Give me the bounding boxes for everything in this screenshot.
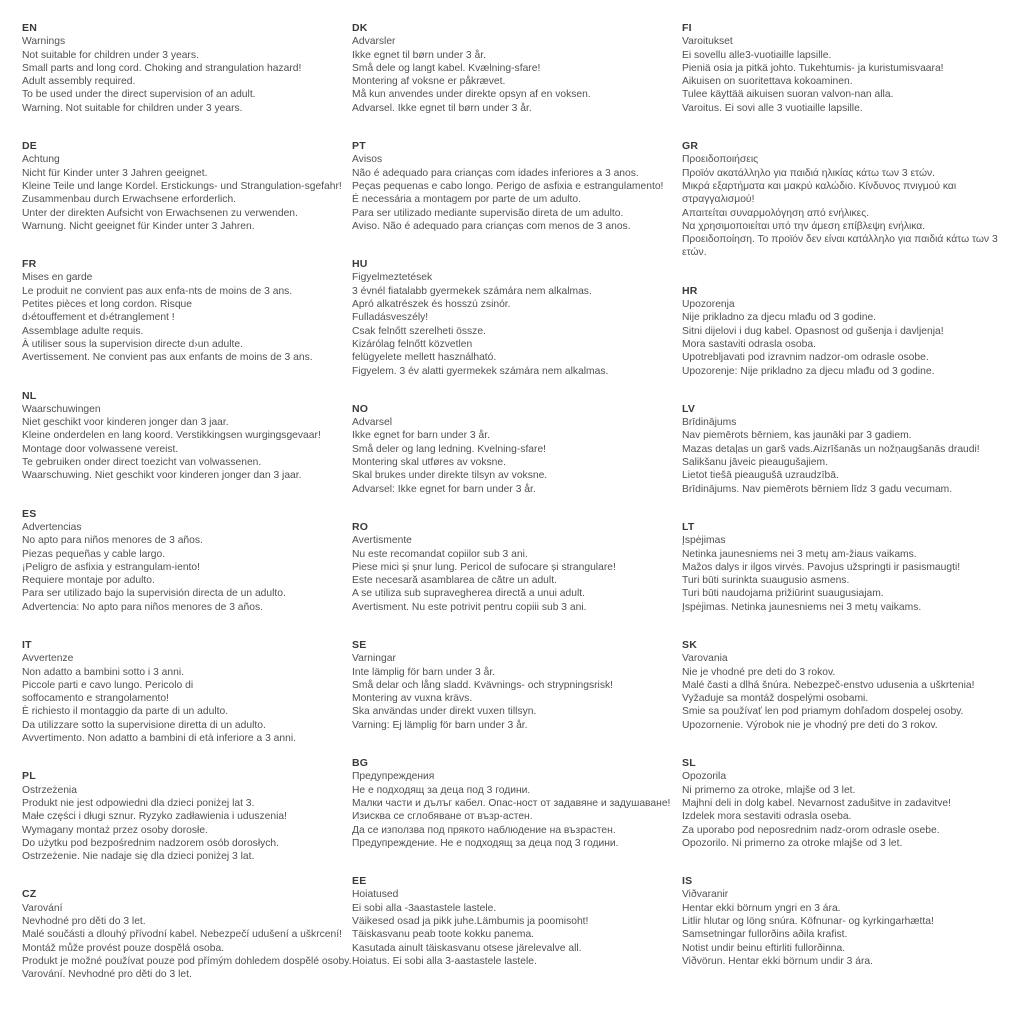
warning-line: Not suitable for children under 3 years. [22, 49, 199, 61]
warning-line: Avvertenze [22, 653, 74, 665]
warning-line: Ni primerno za otroke, mlajše od 3 let. [682, 784, 856, 796]
warning-line: Montage door volwassene vereist. [22, 443, 179, 455]
warning-line: Requiere montaje por adulto. [22, 575, 155, 587]
warning-line: Προϊόν ακατάλληλο για παιδιά ηλικίας κάτω των 3 ετών. [682, 167, 936, 179]
warning-line: Ska användas under direkt vuxen tillsyn. [352, 706, 537, 718]
warning-line: A se utiliza sub supravegherea directă a unui adult. [352, 588, 585, 600]
warning-line: Smie sa používať len pod priamym dohľadom dospelej osoby. [682, 706, 964, 718]
language-code-is: IS [682, 875, 693, 888]
warning-block-hu [352, 258, 682, 378]
warning-block-lv [682, 403, 1018, 496]
warning-line: Ei sovellu alle3-vuotiaille lapsille. [682, 49, 832, 61]
warning-line: Brīdinājums. Nav piemērots bērniem līdz 3 gadu vecumam. [682, 483, 953, 495]
warning-line: Peças pequenas e cabo longo. Perigo de asfixia e estrangulamento! [352, 180, 664, 192]
warning-block-pt [352, 140, 682, 233]
warning-line: Hoiatused [352, 889, 399, 901]
warning-block-es [22, 508, 352, 614]
warning-line: Warning. Not suitable for children under 3 years. [22, 102, 243, 114]
warning-line: Vyžaduje sa montáž dospelými osobami. [682, 693, 869, 705]
warning-line: Petites pièces et long cordon. Risque [22, 299, 192, 311]
warning-line: Kleine Teile und lange Kordel. Erstickungs- und Strangulation-sgefahr! [22, 180, 342, 192]
warning-line: È richiesto il montaggio da parte di un adulto. [22, 706, 229, 718]
column-1 [22, 22, 352, 1007]
warning-line: Mora sastaviti odrasla osoba. [682, 338, 816, 350]
warning-block-fr [22, 258, 352, 364]
language-code-se: SE [352, 638, 367, 651]
warning-block-dk [352, 22, 682, 115]
warning-line: Brīdinājums [682, 417, 737, 429]
warning-line: ¡Peligro de asfixia y estrangulam-iento! [22, 561, 200, 573]
warning-line: Varoitus. Ei sovi alle 3 vuotiaille lapsille. [682, 102, 863, 114]
language-code-lt: LT [682, 520, 695, 533]
warning-block-ee [352, 875, 682, 968]
warning-line: Upozorenja [682, 299, 735, 311]
language-code-sl: SL [682, 757, 696, 770]
warning-line: Skal brukes under direkte tilsyn av voksne. [352, 470, 548, 482]
warning-line: Samsetningar fullorðins aðila krafist. [682, 929, 848, 941]
warning-line: Zusammenbau durch Erwachsene erforderlich. [22, 194, 237, 206]
warning-line: Mises en garde [22, 272, 93, 284]
warning-line: Advarsel: Ikke egnet for barn under 3 år. [352, 483, 536, 495]
warning-line: Nie je vhodné pre deti do 3 rokov. [682, 666, 836, 678]
warning-line: Turi būti surinkta suaugusio asmens. [682, 575, 850, 587]
warning-line: Le produit ne convient pas aux enfa-nts de moins de 3 ans. [22, 285, 293, 297]
warning-line: Kleine onderdelen en lang koord. Verstikkingsen wurgingsgevaar! [22, 430, 321, 442]
warning-line: Не е подходящ за деца под 3 години. [352, 784, 531, 796]
warning-line: Advertencias [22, 521, 82, 533]
warning-line: Įspėjimas [682, 535, 726, 547]
language-code-no: NO [352, 402, 369, 415]
language-code-fi: FI [682, 22, 692, 34]
warning-line: Opozorilo. Ni primerno za otroke mlajše od 3 let. [682, 837, 903, 849]
warning-line: Não é adequado para crianças com idades inferiores a 3 anos. [352, 167, 639, 179]
warning-line: Nicht für Kinder unter 3 Jahren geeignet. [22, 167, 208, 179]
language-code-sk: SK [682, 638, 697, 651]
warning-line: Advertencia: No apto para niños menores de 3 años. [22, 601, 263, 613]
warning-line: Ostrzeżenia [22, 784, 77, 796]
warning-line: Małe części i długi sznur. Ryzyko zadławienia i uduszenia! [22, 811, 287, 823]
warning-line: Ikke egnet til børn under 3 år. [352, 49, 486, 61]
warning-line: Små deler og lang ledning. Kvelning-sfare! [352, 443, 547, 455]
warning-line: Da utilizzare sotto la supervisione diretta di un adulto. [22, 719, 266, 731]
warning-line: Hentar ekki börnum yngri en 3 ára. [682, 902, 841, 914]
warning-block-no [352, 403, 682, 496]
warning-line: Turi būti naudojama prižiūrint suaugusiajam. [682, 588, 884, 600]
warning-line: Nije prikladno za djecu mlađu od 3 godine. [682, 312, 877, 324]
warning-line: To be used under the direct supervision of an adult. [22, 89, 256, 101]
warning-line: Viðvaranir [682, 889, 729, 901]
warning-line: Advarsel [352, 417, 393, 429]
warning-line: ετών. [682, 247, 707, 259]
warning-line: Avertisment. Nu este potrivit pentru copiii sub 3 ani. [352, 601, 587, 613]
warning-line: Μικρά εξαρτήματα και μακρύ καλώδιο. Κίνδυνος πνιγμού και [682, 180, 957, 192]
warning-block-hr [682, 285, 1018, 378]
warning-line: Avisos [352, 154, 383, 166]
warning-line: Täiskasvanu peab toote kokku panema. [352, 929, 535, 941]
warning-line: d›étouffement et d›étranglement ! [22, 312, 175, 324]
warning-line: Figyelmeztetések [352, 272, 433, 284]
warning-line: Προειδοποιήσεις [682, 154, 759, 166]
warning-line: Изисква се сглобяване от възр-астен. [352, 811, 533, 823]
warning-line: Avertismente [352, 535, 412, 547]
warning-line: Да се използва под прякото наблюдение на възрастен. [352, 824, 616, 836]
warning-line: Aikuisen on suoritettava kokoaminen. [682, 76, 853, 88]
language-code-ro: RO [352, 520, 369, 533]
warning-line: Montering af voksne er påkrævet. [352, 76, 506, 88]
warning-line: Para ser utilizado bajo la supervisión directa de un adulto. [22, 588, 286, 600]
warning-line: Pieniä osia ja pitkä johto. Tukehtumis- ja kuristumisvaara! [682, 62, 944, 74]
warning-line: Do użytku pod bezpośrednim nadzorem osób dorosłych. [22, 837, 279, 849]
warning-line: Para ser utilizado mediante supervisão direta de um adulto. [352, 207, 624, 219]
warning-line: Assemblage adulte requis. [22, 325, 144, 337]
warning-line: Nav piemērots bērniem, kas jaunāki par 3 gadiem. [682, 430, 912, 442]
language-code-gr: GR [682, 140, 699, 153]
warning-line: Малки части и дълъг кабел. Опас-ност от задавяне и задушаване! [352, 797, 671, 809]
warning-line: Avertissement. Ne convient pas aux enfants de moins de 3 ans. [22, 352, 313, 364]
warning-line: Small parts and long cord. Choking and strangulation hazard! [22, 62, 302, 74]
warning-line: Mažos dalys ir ilgos virvės. Pavojus užspringti ir pasismaugti! [682, 561, 961, 573]
warning-line: Ostrzeżenie. Nie nadaje się dla dzieci poniżej 3 lat. [22, 851, 255, 863]
language-code-en: EN [22, 22, 37, 34]
warning-line: Ei sobi alla -3aastastele lastele. [352, 902, 497, 914]
language-code-hu: HU [352, 258, 368, 271]
warning-line: Inte lämplig för barn under 3 år. [352, 666, 496, 678]
language-code-nl: NL [22, 389, 37, 402]
warning-line: Netinka jaunesniems nei 3 metų am-žiaus vaikams. [682, 548, 917, 560]
warning-line: Advarsler [352, 36, 396, 48]
warning-line: Csak felnőtt szerelheti össze. [352, 325, 486, 337]
warning-block-gr [682, 140, 1018, 260]
language-code-hr: HR [682, 284, 698, 297]
language-code-lv: LV [682, 402, 696, 415]
warning-line: Niet geschikt voor kinderen jonger dan 3 jaar. [22, 417, 229, 429]
warning-block-it [22, 639, 352, 745]
warning-block-en [22, 22, 352, 115]
warning-line: Väikesed osad ja pikk juhe.Lämbumis ja poomisoht! [352, 916, 589, 928]
warning-line: À utiliser sous la supervision directe d›un adulte. [22, 338, 243, 350]
language-code-pt: PT [352, 140, 366, 153]
warning-block-pl [22, 770, 352, 863]
warning-line: Este necesară asamblarea de către un adult. [352, 575, 557, 587]
warning-block-se [352, 639, 682, 732]
warning-line: Fulladásveszély! [352, 312, 429, 324]
warning-line: Montáž může provést pouze dospělá osoba. [22, 942, 225, 954]
warning-line: Upotrebljavati pod izravnim nadzor-om odrasle osobe. [682, 352, 929, 364]
warning-line: Nevhodné pro děti do 3 let. [22, 916, 146, 928]
warning-line: Varning: Ej lämplig för barn under 3 år. [352, 719, 528, 731]
warning-line: Avvertimento. Non adatto a bambini di età inferiore a 3 anni. [22, 733, 296, 745]
warning-line: Non adatto a bambini sotto i 3 anni. [22, 666, 184, 678]
warning-line: Adult assembly required. [22, 76, 136, 88]
warning-line: Upozornenie. Výrobok nie je vhodný pre deti do 3 rokov. [682, 719, 938, 731]
warning-line: Wymagany montaż przez osoby dorosłe. [22, 824, 208, 836]
warning-line: Piezas pequeñas y cable largo. [22, 548, 166, 560]
warning-line: Små dele og langt kabel. Kvælning-sfare! [352, 62, 541, 74]
warning-line: Viðvörun. Hentar ekki börnum undir 3 ára. [682, 955, 873, 967]
warning-line: É necessária a montagem por parte de um adulto. [352, 194, 581, 206]
warning-line: Opozorila [682, 771, 727, 783]
warning-line: Malé časti a dlhá šnúra. Nebezpeč-enstvo udusenia a uškrtenia! [682, 679, 975, 691]
warning-line: Предупреждения [352, 771, 435, 783]
warning-line: Varovania [682, 653, 728, 665]
warning-line: Nu este recomandat copiilor sub 3 ani. [352, 548, 528, 560]
warning-line: Varování. Nevhodné pro děti do 3 let. [22, 969, 192, 981]
warning-line: Produkt je možné používat pouze pod přímým dohledem dospělé osoby. [22, 955, 352, 967]
warning-line: Notist undir beinu eftirliti fullorðinna. [682, 942, 846, 954]
warning-line: Kasutada ainult täiskasvanu otsese järelevalve all. [352, 942, 582, 954]
warning-line: Warnung. Nicht geeignet für Kinder unter 3 Jahren. [22, 220, 255, 232]
column-3 [682, 22, 1018, 993]
language-code-it: IT [22, 638, 32, 651]
warning-line: Varningar [352, 653, 396, 665]
warning-line: στραγγαλισμού! [682, 194, 755, 206]
warning-line: Aviso. Não é adequado para crianças com menos de 3 anos. [352, 220, 631, 232]
warning-line: Salikšanu jāveic pieaugušajiem. [682, 457, 828, 469]
warning-line: Piccole parti e cavo lungo. Pericolo di [22, 679, 194, 691]
warning-line: Ikke egnet for barn under 3 år. [352, 430, 490, 442]
warning-line: Įspėjimas. Netinka jaunesniems nei 3 metų vaikams. [682, 601, 922, 613]
warning-line: Te gebruiken onder direct toezicht van volwassenen. [22, 457, 262, 469]
warning-line: Litlir hlutar og löng snúra. Köfnunar- og kyrkingarhætta! [682, 916, 934, 928]
language-code-dk: DK [352, 22, 368, 34]
warning-line: Kizárólag felnőtt közvetlen [352, 338, 473, 350]
warning-line: Lietot tiešā pieaugušā uzraudzībā. [682, 470, 839, 482]
warning-line: Varoitukset [682, 36, 733, 48]
warning-line: felügyelete mellett használható. [352, 352, 497, 364]
warning-line: Majhni deli in dolg kabel. Nevarnost zadušitve in zadavitve! [682, 797, 952, 809]
language-code-cz: CZ [22, 888, 37, 901]
warning-line: Apró alkatrészek és hosszú zsinór. [352, 299, 511, 311]
warning-block-sk [682, 639, 1018, 732]
warning-block-is [682, 875, 1018, 968]
warning-line: Warnings [22, 36, 66, 48]
language-code-ee: EE [352, 875, 367, 888]
warning-line: Montering skal utføres av voksne. [352, 457, 506, 469]
warning-line: Upozorenje: Nije prikladno za djecu mlađu od 3 godine. [682, 365, 935, 377]
warning-line: Produkt nie jest odpowiedni dla dzieci poniżej lat 3. [22, 797, 255, 809]
warning-line: Figyelem. 3 év alatti gyermekek számára nem alkalmas. [352, 365, 609, 377]
warning-line: No apto para niños menores de 3 años. [22, 535, 203, 547]
warning-line: Waarschuwingen [22, 403, 101, 415]
warning-block-lt [682, 521, 1018, 614]
warning-line: Montering av vuxna krävs. [352, 693, 473, 705]
warning-line: Unter der direkten Aufsicht von Erwachsenen zu verwenden. [22, 207, 298, 219]
warning-line: Små delar och lång sladd. Kvävnings- och strypningsrisk! [352, 679, 613, 691]
warning-line: Mazas detaļas un garš vads.Aizrīšanās un nožņaugšanās draudi! [682, 443, 980, 455]
warning-line: Advarsel. Ikke egnet til børn under 3 år. [352, 102, 532, 114]
column-2 [352, 22, 682, 993]
warning-line: Må kun anvendes under direkte opsyn af en voksen. [352, 89, 591, 101]
warning-line: Piese mici și șnur lung. Pericol de sufocare și strangulare! [352, 561, 616, 573]
warning-line: Предупреждение. Не е подходящ за деца под 3 години. [352, 837, 619, 849]
warning-block-nl [22, 390, 352, 483]
warning-line: Sitni dijelovi i dug kabel. Opasnost od gušenja i davljenja! [682, 325, 944, 337]
language-code-de: DE [22, 140, 37, 153]
warning-block-fi [682, 22, 1018, 115]
warning-line: Za uporabo pod neposrednim nadz-orom odrasle osebe. [682, 824, 940, 836]
warning-line: Achtung [22, 154, 60, 166]
warning-block-ro [352, 521, 682, 614]
warning-block-cz [22, 888, 352, 981]
warning-line: Malé součásti a dlouhý přívodní kabel. Nebezpečí udušení a uškrcení! [22, 929, 342, 941]
language-code-es: ES [22, 507, 37, 520]
warning-line: Να χρησιμοποιείται υπό την άμεση επίβλεψη ενήλικα. [682, 220, 926, 232]
language-code-pl: PL [22, 770, 36, 783]
warning-block-sl [682, 757, 1018, 850]
warning-line: Waarschuwing. Niet geschikt voor kinderen jonger dan 3 jaar. [22, 470, 302, 482]
warning-line: Varování [22, 902, 63, 914]
warning-block-de [22, 140, 352, 233]
warning-line: Απαιτείται συναρμολόγηση από ενήλικες. [682, 207, 870, 219]
warning-line: Hoiatus. Ei sobi alla 3-aastastele lastele. [352, 955, 537, 967]
warning-block-bg [352, 757, 682, 850]
warning-line: Tulee käyttää aikuisen suoran valvon-nan alla. [682, 89, 894, 101]
language-code-fr: FR [22, 258, 37, 271]
warning-line: 3 évnél fiatalabb gyermekek számára nem alkalmas. [352, 285, 592, 297]
language-code-bg: BG [352, 757, 369, 770]
warning-line: Προειδοποίηση. Το προϊόν δεν είναι κατάλληλο για παιδιά κάτω των 3 [682, 234, 998, 246]
warning-line: Izdelek mora sestaviti odrasla oseba. [682, 811, 852, 823]
warning-line: soffocamento e strangolamento! [22, 693, 169, 705]
